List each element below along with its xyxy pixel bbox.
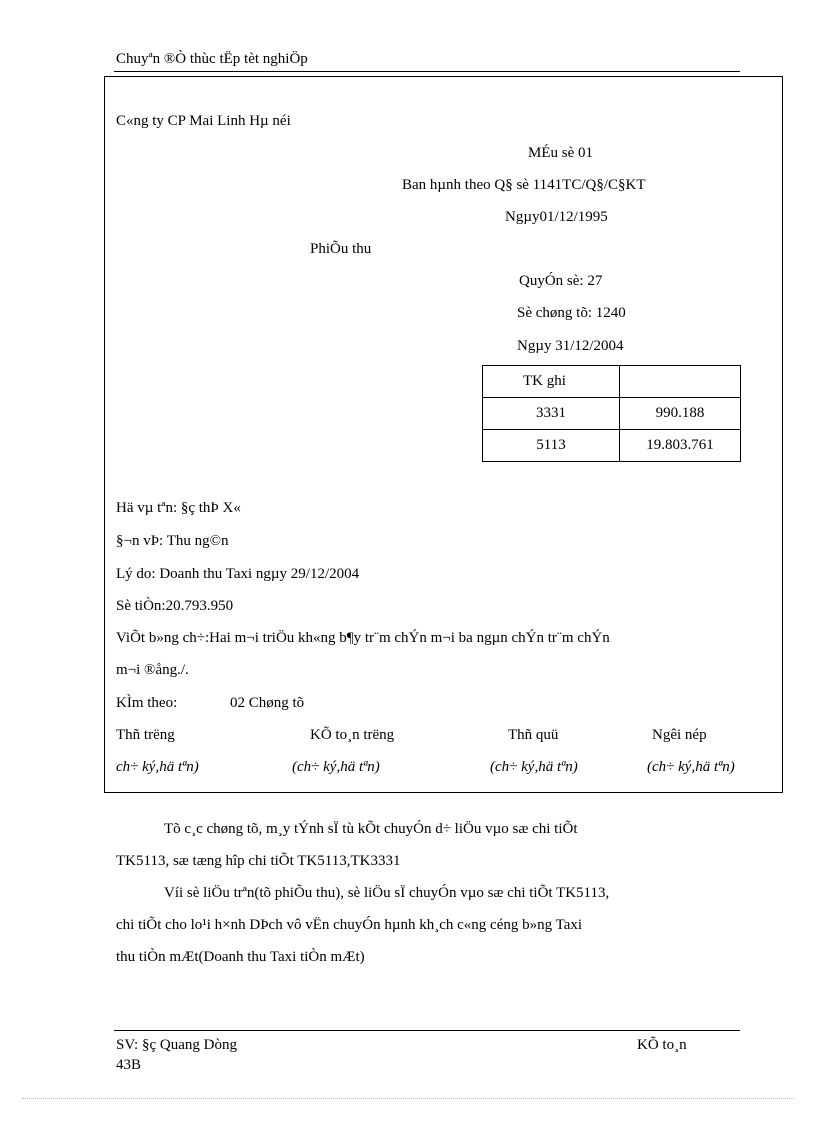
table-cell-account: 3331	[483, 398, 620, 430]
company-name: C«ng ty CP Mai Linh Hµ néi	[116, 113, 291, 129]
table-row	[483, 398, 741, 430]
signature-role-payer: Ngêi nép	[652, 727, 707, 743]
paragraph-2-line-3: thu tiÒn mÆt(Doanh thu Taxi tiÒn mÆt)	[116, 949, 365, 965]
paragraph-1-line-1: Tõ c¸c chøng tõ, m¸y tÝnh sÏ tù kÕt chuyÓn d÷ liÖu vµo sæ chi tiÕt	[164, 821, 578, 837]
issued-date: Ngµy01/12/1995	[505, 209, 608, 225]
voucher-number: Sè chøng tõ: 1240	[517, 305, 626, 321]
signature-note-cashier: (ch÷ ký,hä tªn)	[490, 759, 578, 775]
form-number: MÉu sè 01	[528, 145, 593, 161]
attached-label: KÌm theo:	[116, 695, 178, 711]
table-row	[483, 430, 741, 462]
amount-in-words-line-1: ViÕt b»ng ch÷:Hai m¬i triÖu kh«ng b¶y tr¨m chÝn m¬i ba ngµn chÝn tr¨m chÝn	[116, 630, 610, 646]
book-number: QuyÓn sè: 27	[519, 273, 603, 289]
receipt-date: Ngµy 31/12/2004	[517, 338, 624, 354]
signature-note-director: ch÷ ký,hä tªn)	[116, 759, 199, 775]
signature-note-payer: (ch÷ ký,hä tªn)	[647, 759, 735, 775]
page-bottom-divider	[22, 1098, 794, 1099]
header-rule	[114, 71, 740, 72]
footer-rule	[114, 1030, 740, 1031]
amount-in-words-line-2: m¬i ®ång./.	[116, 662, 189, 678]
amount: Sè tiÒn:20.793.950	[116, 598, 234, 614]
paragraph-1-line-2: TK5113, sæ tæng hîp chi tiÕt TK5113,TK3331	[116, 853, 401, 869]
table-header-row	[483, 366, 741, 398]
paragraph-2-line-1: Víi sè liÖu trªn(tõ phiÕu thu), sè liÖu sÏ chuyÓn vµo sæ chi tiÕt TK5113,	[164, 885, 610, 901]
document-title: PhiÕu thu	[310, 241, 372, 257]
signature-role-chief-accountant: KÕ to¸n trëng	[310, 727, 395, 743]
account-table	[482, 365, 741, 462]
footer-major: KÕ to¸n	[637, 1037, 687, 1053]
signature-role-cashier: Thñ quü	[508, 727, 559, 743]
attached-value: 02 Chøng tõ	[230, 695, 305, 711]
paragraph-2-line-2: chi tiÕt cho lo¹i h×nh DÞch vô vËn chuyÓn hµnh kh¸ch c«ng céng b»ng Taxi	[116, 917, 583, 933]
signature-role-director: Thñ trëng	[116, 727, 175, 743]
payer-name: Hä vµ tªn: §ç thÞ X«	[116, 500, 241, 516]
table-cell-amount: 19.803.761	[620, 430, 741, 462]
footer-class: 43B	[116, 1057, 142, 1073]
page-header-title: Chuyªn ®Ò thùc tËp tèt nghiÖp	[116, 51, 308, 67]
unit: §¬n vÞ: Thu ng©n	[116, 533, 229, 549]
table-header-cell	[620, 366, 741, 398]
table-cell-account: 5113	[483, 430, 620, 462]
signature-note-chief-accountant: (ch÷ ký,hä tªn)	[292, 759, 380, 775]
table-header-cell: TK ghi	[483, 366, 620, 398]
issued-by: Ban hµnh theo Q§ sè 1141TC/Q§/C§KT	[402, 177, 646, 193]
table-cell-amount: 990.188	[620, 398, 741, 430]
footer-student: SV: §ç Quang Dòng	[116, 1037, 237, 1053]
reason: Lý do: Doanh thu Taxi ngµy 29/12/2004	[116, 566, 360, 582]
